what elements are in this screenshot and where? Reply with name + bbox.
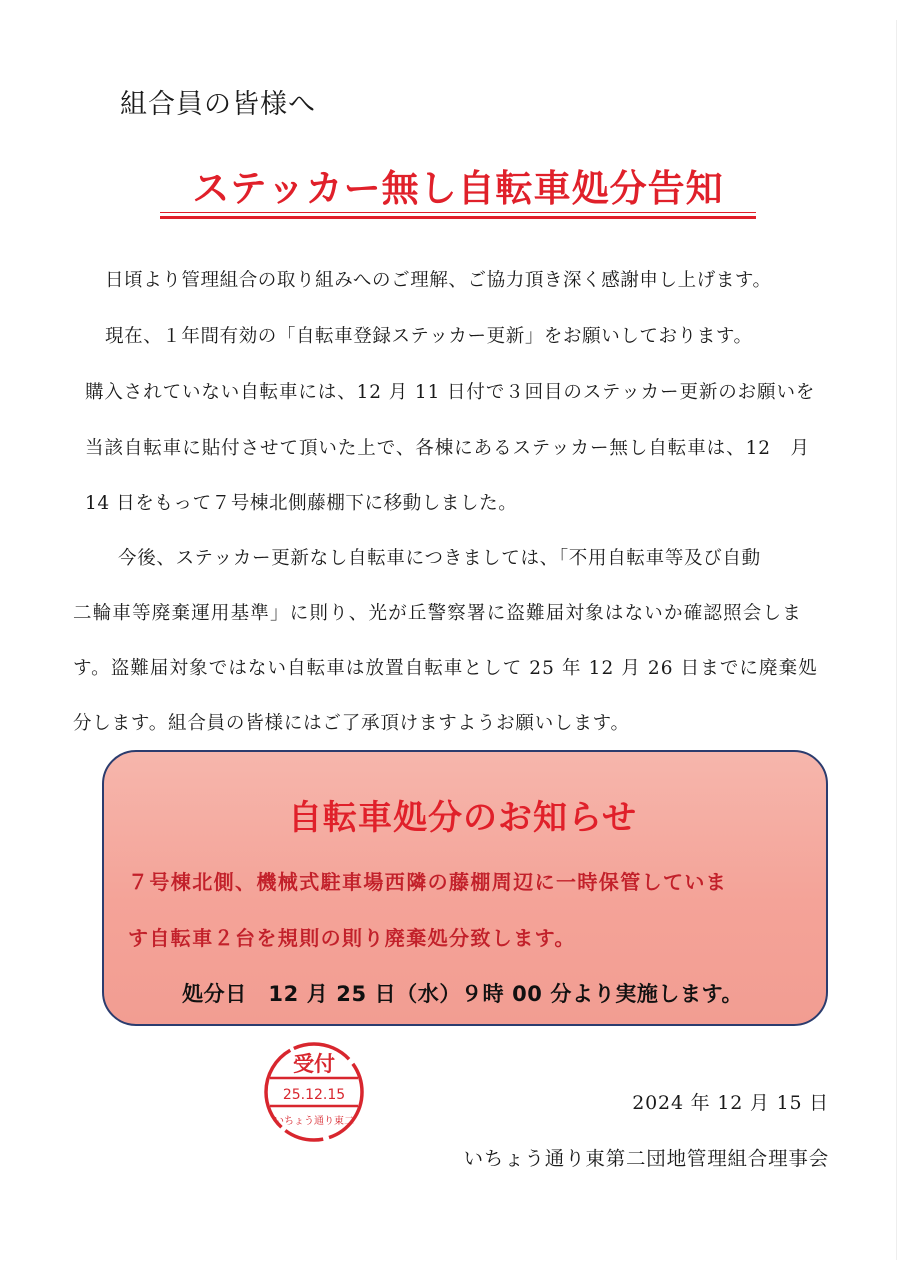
body-line: 分します。組合員の皆様にはご了承頂けますようお願いします。 xyxy=(73,713,630,734)
disposal-date: 処分日 12 月 25 日（水）９時 00 分より実施します。 xyxy=(182,982,744,1006)
stamp-date: 25.12.15 xyxy=(282,1087,346,1103)
body-line: す。盗難届対象ではない自転車は放置自転車として 25 年 12 月 26 日までに廃棄処 xyxy=(73,658,818,679)
notice-line: す自転車２台を規則の則り廃棄処分致します。 xyxy=(128,926,576,950)
body-line: 当該自転車に貼付させて頂いた上で、各棟にあるステッカー無し自転車は、12 月 xyxy=(85,438,810,459)
stamp-label: 受付 xyxy=(293,1052,335,1076)
body-line: 14 日をもって７号棟北側藤棚下に移動しました。 xyxy=(85,493,518,514)
title-underline xyxy=(160,212,756,213)
notice-line: ７号棟北側、機械式駐車場西隣の藤棚周辺に一時保管していま xyxy=(128,870,728,894)
received-stamp xyxy=(262,1040,366,1144)
body-line: 二輪車等廃棄運用基準」に則り、光が丘警察署に盗難届対象はないか確認照会しま xyxy=(73,603,802,624)
issue-date: 2024 年 12 月 15 日 xyxy=(632,1092,829,1114)
issuer-organization: いちょう通り東第二団地管理組合理事会 xyxy=(463,1147,829,1170)
stamp-name: いちょう通り東二 xyxy=(274,1116,354,1127)
body-line: 現在、１年間有効の「自転車登録ステッカー更新」をお願いしております。 xyxy=(105,326,753,347)
body-line: 今後、ステッカー更新なし自転車につきましては、「不用自転車等及び自動 xyxy=(118,548,761,569)
notice-title: 自転車処分のお知らせ xyxy=(288,798,637,838)
page-title: ステッカー無し自転車処分告知 xyxy=(160,158,756,219)
body-line: 日頃より管理組合の取り組みへのご理解、ご協力頂き深く感謝申し上げます。 xyxy=(105,270,772,291)
scan-edge-line xyxy=(896,20,897,1260)
addressee-heading: 組合員の皆様へ xyxy=(120,89,316,120)
body-line: 購入されていない自転車には、12 月 11 日付で３回目のステッカー更新のお願いを xyxy=(85,382,816,403)
